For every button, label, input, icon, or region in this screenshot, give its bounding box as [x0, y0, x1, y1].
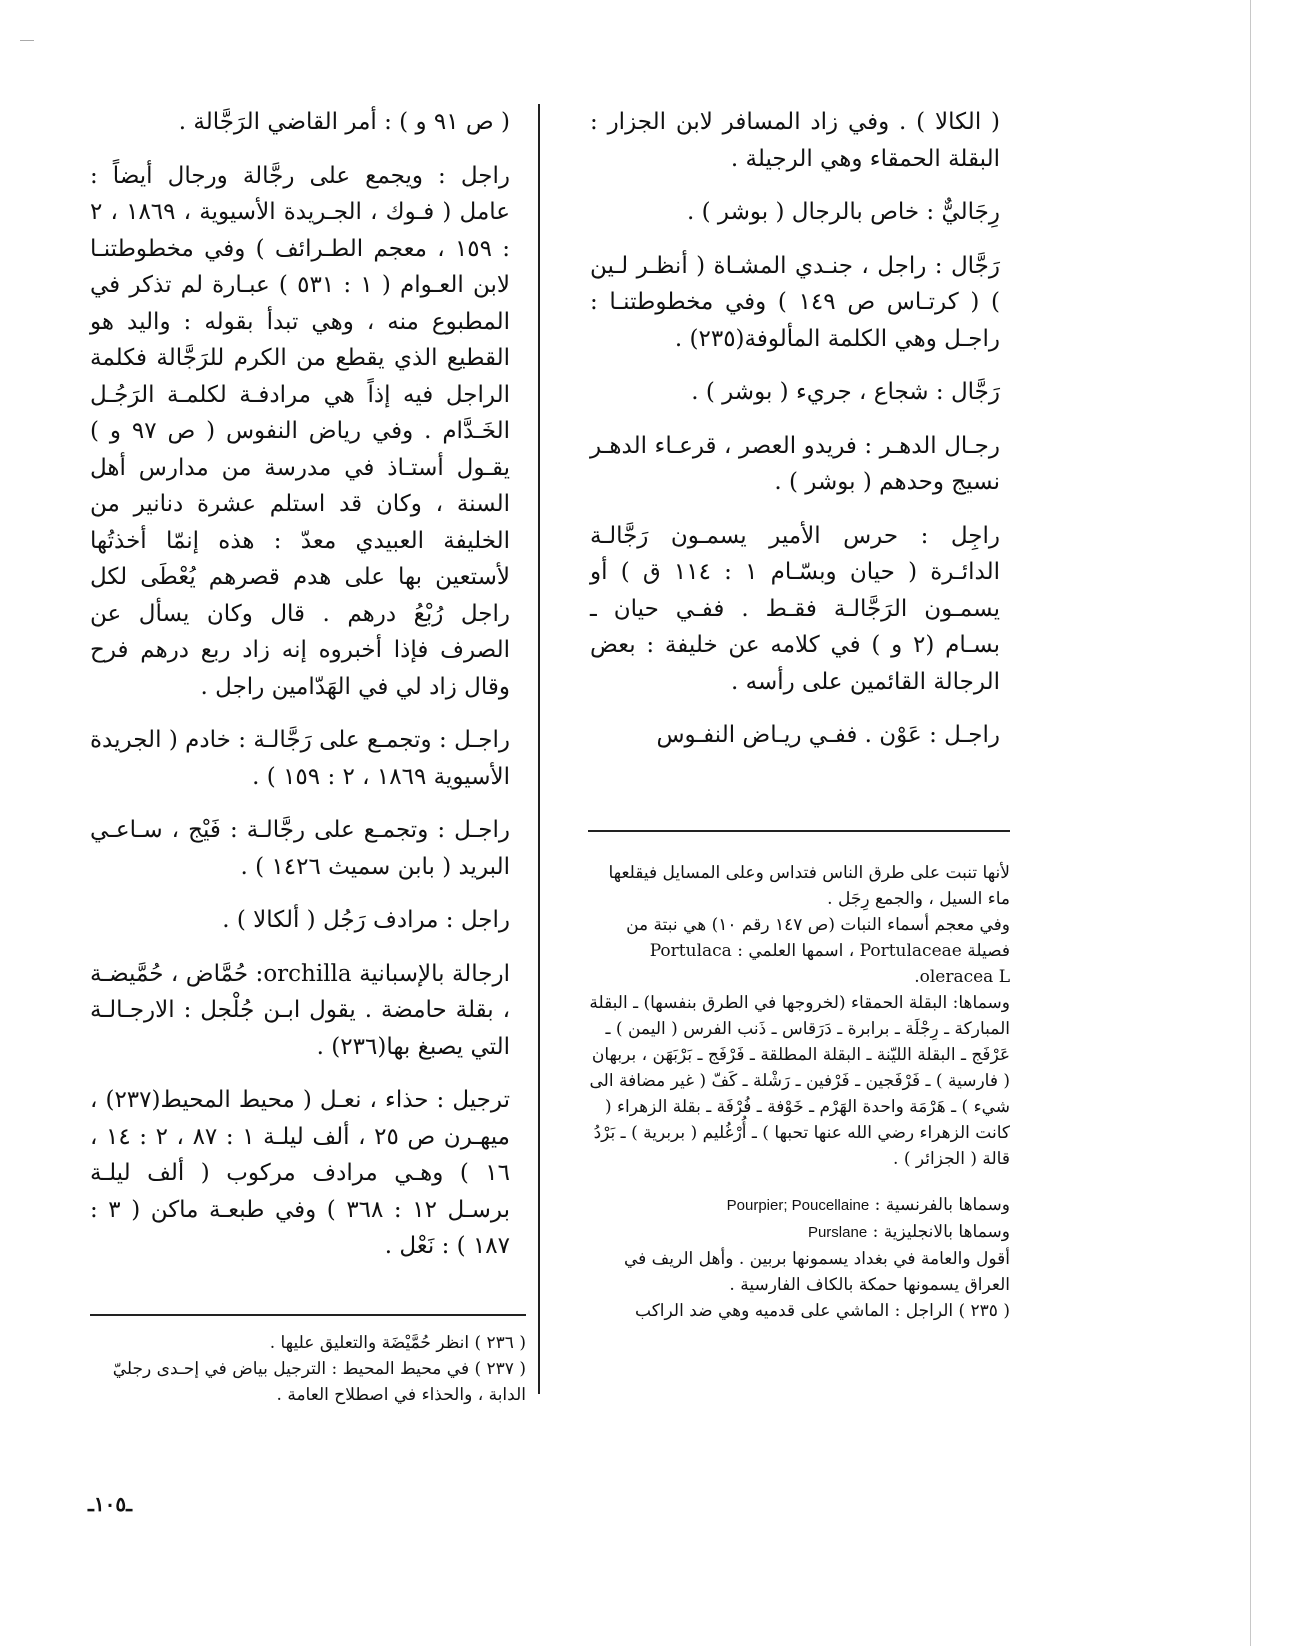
entry-paragraph: رِجَاليٌّ : خاص بالرجال ( بوشر ) . — [686, 199, 1000, 225]
footnote-235: ( ٢٣٥ ) الراجل : الماشي على قدميه وهي ضد الراكب — [635, 1301, 1010, 1321]
footnote-note: أقول والعامة في بغداد يسمونها بربين . وأهل الريف في العراق يسمونها حمكة بالكاف الفارسية . — [623, 1249, 1010, 1295]
column-divider — [538, 104, 540, 1394]
entry-paragraph: ( الكالا ) . وفي زاد المسافر لابن الجزار : البقلة الحمقاء وهي الرجيلة . — [590, 109, 1000, 172]
entry-paragraph: رَجَّال : شجاع ، جريء ( بوشر ) . — [691, 379, 1000, 405]
footnote-line: وفي معجم أسماء النبات (ص ١٤٧ رقم ١٠) هي نبتة من فصيلة Portulaceae ، اسمها العلمي : Portulaca oleracea L. — [626, 915, 1010, 987]
page-edge — [1250, 0, 1251, 1646]
entry-paragraph: راجل : مرادف رَجُل ( ألكالا ) . — [222, 907, 510, 933]
footnote-236: ( ٢٣٦ ) انظر حُمَّيْضَة والتعليق عليها . — [269, 1333, 526, 1353]
left-footnotes — [90, 1330, 526, 1408]
footnote-237: ( ٢٣٧ ) في محيط المحيط : الترجيل بياض في إحـدى رجليّ الدابة ، والحذاء في اصطلاح العامة . — [112, 1359, 526, 1405]
footnote-line: لأنها تنبت على طرق الناس فتداس وعلى المسايل فيقلعها ماء السيل ، والجمع رِجَل . — [608, 863, 1010, 909]
right-footnotes — [588, 860, 1010, 1324]
entry-paragraph: راجـل : عَوْن . ففـي ريـاض النفـوس — [656, 722, 1000, 748]
entry-paragraph: راجـل : وتجمـع على رجَّالـة : فَيْج ، سـاعـي البريد ( بابن سميث ١٤٢٦ ) . — [90, 817, 510, 880]
french-value: Pourpier; Poucellaine — [726, 1197, 870, 1214]
english-label: وسماها بالانجليزية : — [872, 1222, 1010, 1242]
entry-paragraph: ( ص ٩١ و ) : أمر القاضي الرَجَّالة . — [178, 109, 510, 135]
entry-paragraph: راجل : ويجمع على رجَّالة ورجال أيضاً : عامل ( فـوك ، الجـريدة الأسيوية ، ١٨٦٩ ، ٢ : ١٥٩ ، معجم الطـرائف ) وفي مخطوطتنـا لابن العـوام ( ١ : ٥٣١ ) عبـارة لم تذكر في المطبوع منه ، وهي تبدأ بقوله : واليد هو القطيع الذي يقطع من الكرم للرَجَّالة فكلمة الراجل فيه إذاً هي مرادفـة لكلمـة الرَجُـل الخَـدَّام . وفي رياض النفوس ( ص ٩٧ و ) يقـول أستـاذ في مدرسة من مدارس أهل السنة ، وكان قد استلم عشرة دنانير من الخليفة العبيدي معدّ : هذه إنمّا أخذتُها لأستعين بها على هدم قصرهم يُعْطَى لكل راجل رُبْعُ درهم . قال وكان يسأل عن الصرف فإذا أخبروه إنه زاد ربع درهم فرح وقال زاد لي في الهَدّامين راجل . — [90, 162, 511, 700]
right-column — [590, 104, 1000, 771]
scan-mark — [20, 40, 34, 41]
entry-paragraph: راجـل : وتجمـع على رَجَّالـة : خادم ( الجريدة الأسيوية ١٨٦٩ ، ٢ : ١٥٩ ) . — [90, 727, 510, 790]
english-value: Purslane — [807, 1224, 868, 1241]
entry-paragraph: راجِل : حرس الأمير يسمـون رَجَّالـة الدائـرة ( حيان وبسّـام ١ : ١١٤ ق ) أو يسمـون الرَجَّالـة فقـط . ففـي حيان ـ بسـام (٢ و ) في كلامه عن خليفة : بعض الرجالة القائمين على رأسه . — [590, 522, 1001, 695]
page-number: ـ١٠٥ـ — [88, 1492, 132, 1516]
entry-paragraph: ارجالة بالإسبانية orchilla: حُمَّاض ، حُمَّيضـة ، بقلة حامضة . يقول ابـن جُلْجل : الارجـالـة التي يصبغ بها(٢٣٦) . — [90, 960, 511, 1060]
footnote-english-name — [588, 1219, 1010, 1246]
french-label: وسماها بالفرنسية : — [874, 1195, 1010, 1215]
entry-paragraph: رَجَّال : راجل ، جنـدي المشـاة ( أنظـر لـين ) ( كرتـاس ص ١٤٩ ) وفي مخطوطتنـا : راجـل وهي الكلمة المألوفة(٢٣٥) . — [590, 252, 1000, 352]
left-column — [90, 104, 510, 1282]
footnote-rule — [90, 1314, 526, 1316]
entry-paragraph: ترجيل : حذاء ، نعـل ( محيط المحيط(٢٣٧) ، ميهـرن ص ٢٥ ، ألف ليلـة ١ : ٨٧ ، ٢ : ١٤ ، ١٦ ) وهـي مرادف مركوب ( ألف ليلـة برسـل ١٢ : ٣٦٨ ) وفي طبعـة ماكن ( ٣ : ١٨٧ ) : نَعْل . — [90, 1087, 511, 1259]
footnote-line: وسماها: البقلة الحمقاء (لخروجها في الطرق بنفسها) ـ البقلة المباركة ـ رِجْلَة ـ برابرة ـ دَرَقاس ـ ذَنب الفرس ( اليمن ) ـ عَرْفَج ـ البقلة الليّنة ـ البقلة المطلقة ـ فَرْفَج ـ بَرْبَهَن ، بربهان ( فارسية ) ـ فَرْفَجين ـ فَرْفين ـ رَشْلة ـ كَفّ ( غير مضافة الى شيء ) ـ هَرْمَة واحدة الهَرْم ـ خَوْفة ـ فُرْفَة ـ بقلة الزهراء ( كانت الزهراء رضي الله عنها تحبها ) ـ أُرْغُليم ( بربرية ) ـ بَرْدُ قالة ( الجزائر ) . — [589, 993, 1010, 1169]
entry-paragraph: رجـال الدهـر : فريدو العصر ، قرعـاء الدهـر نسيج وحدهم ( بوشر ) . — [590, 432, 1000, 495]
footnote-french-name — [588, 1192, 1010, 1219]
footnote-rule — [588, 830, 1010, 832]
